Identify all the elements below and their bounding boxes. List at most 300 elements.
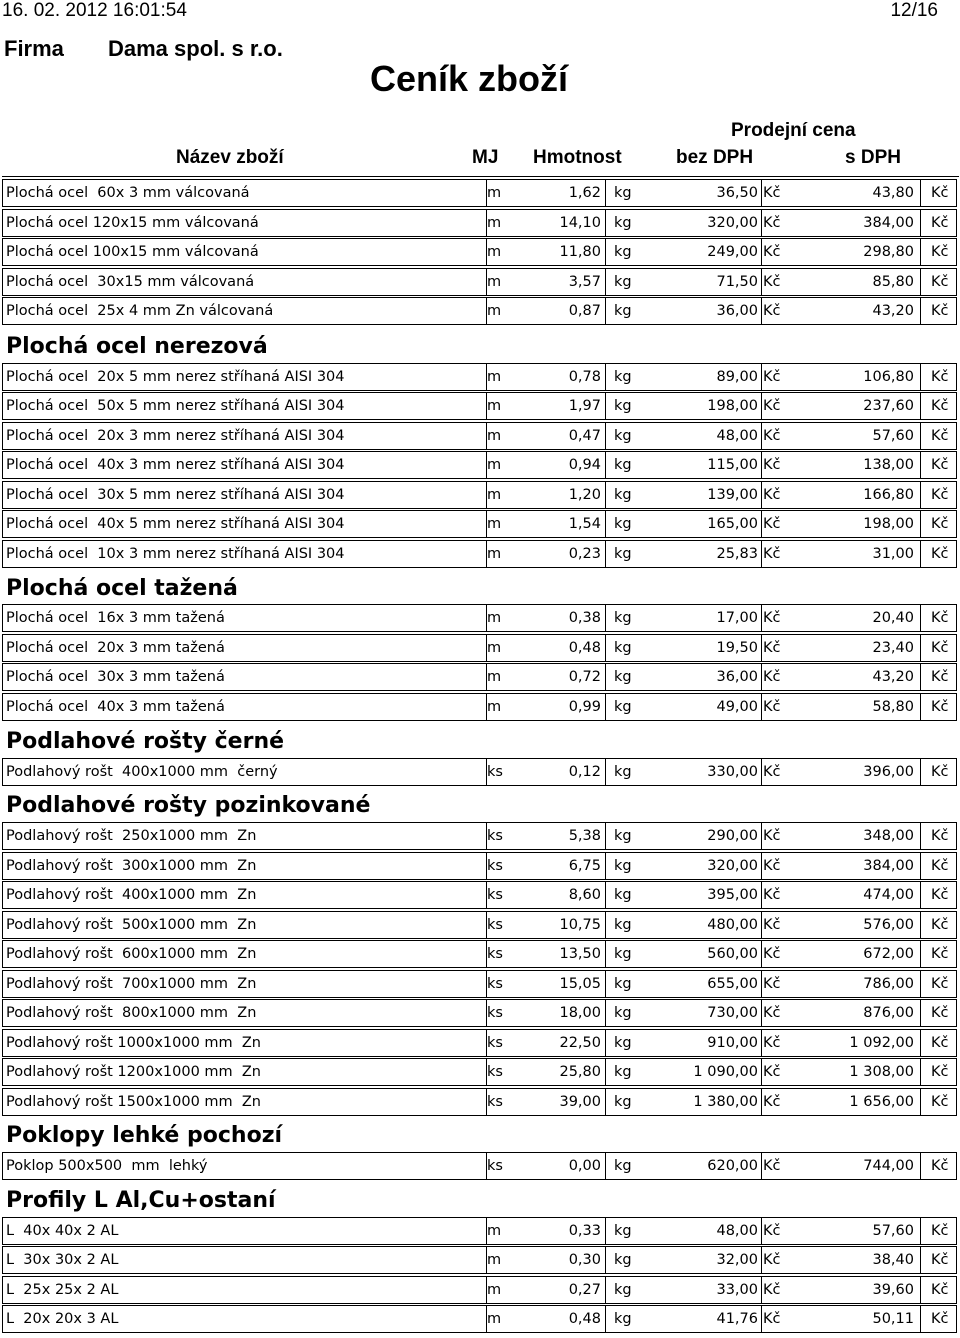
item-weight: 5,38	[568, 828, 601, 844]
item-price-with-vat: 198,00	[863, 516, 914, 532]
currency-label: Kč	[763, 1064, 781, 1080]
column-header-unit: MJ	[472, 147, 499, 168]
column-divider	[920, 882, 921, 908]
item-name: Plochá ocel 40x 5 mm nerez stříhaná AISI 304	[6, 516, 345, 532]
table-row	[2, 268, 957, 296]
item-weight: 14,10	[559, 215, 601, 231]
item-weight: 0,23	[568, 546, 601, 562]
section-heading: Plochá ocel nerezová	[6, 334, 268, 359]
item-weight-unit: kg	[614, 887, 632, 903]
item-price-without-vat: 41,76	[716, 1311, 758, 1327]
item-unit: m	[487, 457, 502, 473]
column-divider	[920, 1218, 921, 1244]
table-row	[2, 940, 957, 968]
table-row	[2, 663, 957, 691]
item-weight-unit: kg	[614, 303, 632, 319]
currency-label: Kč	[931, 669, 949, 685]
item-weight-unit: kg	[614, 1035, 632, 1051]
item-price-with-vat: 20,40	[872, 610, 914, 626]
item-weight: 0,00	[568, 1158, 601, 1174]
item-price-without-vat: 480,00	[707, 917, 758, 933]
item-unit: m	[487, 428, 502, 444]
table-row	[2, 1217, 957, 1245]
table-row	[2, 604, 957, 632]
item-name: Plochá ocel 120x15 mm válcovaná	[6, 215, 259, 231]
column-divider	[605, 635, 606, 661]
currency-label: Kč	[763, 858, 781, 874]
currency-label: Kč	[763, 487, 781, 503]
table-row	[2, 970, 957, 998]
item-unit: ks	[487, 828, 503, 844]
column-divider	[920, 823, 921, 849]
currency-label: Kč	[763, 828, 781, 844]
item-unit: m	[487, 669, 502, 685]
column-divider	[605, 239, 606, 265]
column-divider	[920, 298, 921, 324]
currency-label: Kč	[763, 369, 781, 385]
currency-label: Kč	[931, 946, 949, 962]
column-divider	[605, 511, 606, 537]
item-price-without-vat: 165,00	[707, 516, 758, 532]
item-weight: 0,30	[568, 1252, 601, 1268]
item-price-with-vat: 1 092,00	[849, 1035, 914, 1051]
column-divider	[761, 635, 762, 661]
item-weight: 0,94	[568, 457, 601, 473]
column-divider	[920, 511, 921, 537]
column-divider	[761, 298, 762, 324]
item-unit: m	[487, 1282, 502, 1298]
currency-label: Kč	[763, 1282, 781, 1298]
currency-label: Kč	[931, 487, 949, 503]
item-weight: 1,20	[568, 487, 601, 503]
column-divider	[920, 1030, 921, 1056]
item-name: Plochá ocel 25x 4 mm Zn válcovaná	[6, 303, 274, 319]
item-price-with-vat: 57,60	[872, 1223, 914, 1239]
table-row	[2, 881, 957, 909]
currency-label: Kč	[931, 1035, 949, 1051]
currency-label: Kč	[931, 274, 949, 290]
item-name: Podlahový rošt 400x1000 mm černý	[6, 764, 278, 780]
column-divider	[761, 759, 762, 785]
currency-label: Kč	[763, 1311, 781, 1327]
column-divider	[605, 971, 606, 997]
item-unit: m	[487, 1252, 502, 1268]
column-divider	[761, 664, 762, 690]
item-price-with-vat: 237,60	[863, 398, 914, 414]
column-header-with-vat: s DPH	[845, 147, 901, 168]
item-weight-unit: kg	[614, 244, 632, 260]
item-name: L 40x 40x 2 AL	[6, 1223, 119, 1239]
currency-label: Kč	[763, 185, 781, 201]
item-name: Plochá ocel 16x 3 mm tažená	[6, 610, 225, 626]
item-unit: m	[487, 487, 502, 503]
item-price-without-vat: 32,00	[716, 1252, 758, 1268]
column-divider	[920, 364, 921, 390]
column-divider	[920, 210, 921, 236]
item-weight-unit: kg	[614, 1158, 632, 1174]
table-row	[2, 852, 957, 880]
column-divider	[920, 180, 921, 206]
item-weight-unit: kg	[614, 1223, 632, 1239]
currency-label: Kč	[931, 215, 949, 231]
page-number: 12/16	[890, 0, 938, 21]
item-weight-unit: kg	[614, 946, 632, 962]
currency-label: Kč	[763, 274, 781, 290]
item-price-without-vat: 910,00	[707, 1035, 758, 1051]
currency-label: Kč	[763, 1035, 781, 1051]
item-price-with-vat: 348,00	[863, 828, 914, 844]
item-weight-unit: kg	[614, 610, 632, 626]
item-price-without-vat: 198,00	[707, 398, 758, 414]
item-unit: m	[487, 546, 502, 562]
item-weight-unit: kg	[614, 546, 632, 562]
section-heading: Poklopy lehké pochozí	[6, 1123, 283, 1148]
currency-label: Kč	[931, 1311, 949, 1327]
item-name: Podlahový rošt 1000x1000 mm Zn	[6, 1035, 261, 1051]
item-weight-unit: kg	[614, 917, 632, 933]
column-divider	[920, 482, 921, 508]
item-weight: 0,48	[568, 640, 601, 656]
column-divider	[761, 1000, 762, 1026]
item-name: Podlahový rošt 250x1000 mm Zn	[6, 828, 257, 844]
item-unit: ks	[487, 1064, 503, 1080]
currency-label: Kč	[931, 428, 949, 444]
column-divider	[920, 1153, 921, 1179]
currency-label: Kč	[763, 546, 781, 562]
item-weight: 0,33	[568, 1223, 601, 1239]
item-weight-unit: kg	[614, 976, 632, 992]
column-divider	[605, 912, 606, 938]
item-price-with-vat: 58,80	[872, 699, 914, 715]
item-weight: 0,99	[568, 699, 601, 715]
item-weight: 10,75	[559, 917, 601, 933]
column-divider	[761, 511, 762, 537]
column-divider	[920, 239, 921, 265]
column-divider	[605, 452, 606, 478]
table-row	[2, 1029, 957, 1057]
currency-label: Kč	[763, 764, 781, 780]
item-unit: m	[487, 699, 502, 715]
column-divider	[761, 1059, 762, 1085]
item-weight: 6,75	[568, 858, 601, 874]
item-name: Plochá ocel 10x 3 mm nerez stříhaná AISI 304	[6, 546, 345, 562]
column-divider	[920, 853, 921, 879]
column-divider	[761, 941, 762, 967]
currency-label: Kč	[931, 887, 949, 903]
item-name: Podlahový rošt 400x1000 mm Zn	[6, 887, 257, 903]
item-name: L 20x 20x 3 AL	[6, 1311, 119, 1327]
item-price-without-vat: 1 090,00	[693, 1064, 758, 1080]
item-name: Podlahový rošt 300x1000 mm Zn	[6, 858, 257, 874]
column-divider	[920, 1000, 921, 1026]
table-row	[2, 1058, 957, 1086]
currency-label: Kč	[763, 1158, 781, 1174]
item-price-with-vat: 786,00	[863, 976, 914, 992]
column-divider	[920, 694, 921, 720]
item-weight-unit: kg	[614, 1282, 632, 1298]
column-divider	[761, 1218, 762, 1244]
column-divider	[605, 605, 606, 631]
item-price-with-vat: 138,00	[863, 457, 914, 473]
item-weight-unit: kg	[614, 398, 632, 414]
table-row	[2, 540, 957, 568]
column-divider	[605, 823, 606, 849]
item-weight-unit: kg	[614, 764, 632, 780]
item-unit: ks	[487, 917, 503, 933]
currency-label: Kč	[931, 1223, 949, 1239]
item-name: L 30x 30x 2 AL	[6, 1252, 119, 1268]
item-name: Podlahový rošt 800x1000 mm Zn	[6, 1005, 257, 1021]
column-header-without-vat: bez DPH	[676, 147, 754, 168]
item-weight-unit: kg	[614, 1064, 632, 1080]
item-price-with-vat: 43,80	[872, 185, 914, 201]
column-divider	[761, 853, 762, 879]
item-unit: m	[487, 610, 502, 626]
item-price-with-vat: 474,00	[863, 887, 914, 903]
page-title: Ceník zboží	[370, 58, 569, 99]
item-price-without-vat: 71,50	[716, 274, 758, 290]
item-weight-unit: kg	[614, 215, 632, 231]
item-name: Plochá ocel 50x 5 mm nerez stříhaná AISI 304	[6, 398, 345, 414]
item-weight: 1,54	[568, 516, 601, 532]
column-divider	[605, 1306, 606, 1332]
column-divider	[605, 694, 606, 720]
table-row	[2, 1088, 957, 1116]
item-weight: 3,57	[568, 274, 601, 290]
item-unit: m	[487, 274, 502, 290]
item-price-with-vat: 57,60	[872, 428, 914, 444]
item-weight: 0,87	[568, 303, 601, 319]
table-row	[2, 1305, 957, 1333]
column-divider	[920, 635, 921, 661]
column-divider	[920, 423, 921, 449]
column-divider	[761, 482, 762, 508]
currency-label: Kč	[931, 764, 949, 780]
column-divider	[761, 1247, 762, 1273]
item-weight: 0,38	[568, 610, 601, 626]
item-price-with-vat: 1 308,00	[849, 1064, 914, 1080]
table-row	[2, 451, 957, 479]
column-divider	[761, 1030, 762, 1056]
item-weight-unit: kg	[614, 1094, 632, 1110]
item-weight-unit: kg	[614, 858, 632, 874]
currency-label: Kč	[931, 858, 949, 874]
currency-label: Kč	[931, 828, 949, 844]
item-unit: ks	[487, 1094, 503, 1110]
item-weight: 22,50	[559, 1035, 601, 1051]
currency-label: Kč	[931, 398, 949, 414]
item-unit: ks	[487, 976, 503, 992]
item-price-without-vat: 33,00	[716, 1282, 758, 1298]
item-weight-unit: kg	[614, 457, 632, 473]
currency-label: Kč	[763, 1252, 781, 1268]
currency-label: Kč	[763, 917, 781, 933]
column-divider	[605, 664, 606, 690]
currency-label: Kč	[931, 1158, 949, 1174]
item-unit: m	[487, 185, 502, 201]
currency-label: Kč	[763, 699, 781, 715]
currency-label: Kč	[763, 1005, 781, 1021]
item-weight: 0,27	[568, 1282, 601, 1298]
table-row	[2, 634, 957, 662]
item-unit: m	[487, 640, 502, 656]
column-divider	[920, 605, 921, 631]
table-row	[2, 481, 957, 509]
item-price-with-vat: 39,60	[872, 1282, 914, 1298]
item-price-with-vat: 384,00	[863, 858, 914, 874]
item-price-without-vat: 249,00	[707, 244, 758, 260]
header-divider	[2, 176, 959, 177]
table-row	[2, 999, 957, 1027]
item-price-without-vat: 290,00	[707, 828, 758, 844]
item-price-without-vat: 560,00	[707, 946, 758, 962]
item-weight-unit: kg	[614, 516, 632, 532]
item-price-without-vat: 25,83	[716, 546, 758, 562]
item-name: Plochá ocel 60x 3 mm válcovaná	[6, 185, 250, 201]
table-row	[2, 1276, 957, 1304]
item-price-without-vat: 655,00	[707, 976, 758, 992]
column-divider	[920, 1306, 921, 1332]
column-divider	[761, 912, 762, 938]
item-price-without-vat: 36,00	[716, 303, 758, 319]
item-weight: 25,80	[559, 1064, 601, 1080]
column-header-name: Název zboží	[176, 147, 284, 168]
column-divider	[605, 941, 606, 967]
item-weight: 1,97	[568, 398, 601, 414]
table-row	[2, 510, 957, 538]
item-price-without-vat: 48,00	[716, 1223, 758, 1239]
column-divider	[920, 664, 921, 690]
table-row	[2, 392, 957, 420]
table-row	[2, 911, 957, 939]
currency-label: Kč	[931, 1005, 949, 1021]
item-price-with-vat: 672,00	[863, 946, 914, 962]
item-unit: ks	[487, 1158, 503, 1174]
column-divider	[920, 541, 921, 567]
item-weight: 0,78	[568, 369, 601, 385]
currency-label: Kč	[763, 946, 781, 962]
item-name: Plochá ocel 100x15 mm válcovaná	[6, 244, 259, 260]
column-divider	[920, 912, 921, 938]
item-weight: 8,60	[568, 887, 601, 903]
column-divider	[761, 364, 762, 390]
item-price-without-vat: 115,00	[707, 457, 758, 473]
currency-label: Kč	[931, 640, 949, 656]
column-divider	[605, 853, 606, 879]
firma-name: Dama spol. s r.o.	[108, 36, 283, 61]
table-row	[2, 822, 957, 850]
column-divider	[761, 423, 762, 449]
item-price-with-vat: 744,00	[863, 1158, 914, 1174]
item-price-with-vat: 43,20	[872, 669, 914, 685]
item-name: Podlahový rošt 1200x1000 mm Zn	[6, 1064, 261, 1080]
item-name: Plochá ocel 20x 3 mm nerez stříhaná AISI 304	[6, 428, 345, 444]
item-unit: ks	[487, 1035, 503, 1051]
item-price-without-vat: 19,50	[716, 640, 758, 656]
table-row	[2, 363, 957, 391]
item-price-without-vat: 48,00	[716, 428, 758, 444]
item-price-without-vat: 89,00	[716, 369, 758, 385]
table-row	[2, 238, 957, 266]
currency-label: Kč	[931, 369, 949, 385]
item-name: Plochá ocel 20x 3 mm tažená	[6, 640, 225, 656]
currency-label: Kč	[931, 699, 949, 715]
table-row	[2, 1246, 957, 1274]
column-divider	[761, 541, 762, 567]
column-divider	[920, 1247, 921, 1273]
item-weight-unit: kg	[614, 1311, 632, 1327]
column-divider	[605, 1059, 606, 1085]
item-name: Podlahový rošt 1500x1000 mm Zn	[6, 1094, 261, 1110]
currency-label: Kč	[763, 244, 781, 260]
currency-label: Kč	[763, 516, 781, 532]
column-divider	[761, 180, 762, 206]
section-heading: Plochá ocel tažená	[6, 576, 238, 601]
table-row	[2, 422, 957, 450]
section-heading: Podlahové rošty pozinkované	[6, 793, 371, 818]
column-divider	[761, 1306, 762, 1332]
currency-label: Kč	[931, 185, 949, 201]
item-unit: ks	[487, 764, 503, 780]
item-name: Plochá ocel 40x 3 mm tažená	[6, 699, 225, 715]
column-divider	[761, 452, 762, 478]
column-header-sale-price: Prodejní cena	[731, 120, 856, 141]
currency-label: Kč	[763, 428, 781, 444]
item-weight: 15,05	[559, 976, 601, 992]
currency-label: Kč	[763, 1094, 781, 1110]
column-divider	[761, 694, 762, 720]
item-weight-unit: kg	[614, 669, 632, 685]
item-name: Plochá ocel 30x15 mm válcovaná	[6, 274, 255, 290]
item-price-without-vat: 49,00	[716, 699, 758, 715]
column-divider	[605, 423, 606, 449]
item-weight: 11,80	[559, 244, 601, 260]
item-unit: ks	[487, 887, 503, 903]
currency-label: Kč	[931, 303, 949, 319]
column-divider	[605, 1218, 606, 1244]
item-weight-unit: kg	[614, 1005, 632, 1021]
column-divider	[761, 605, 762, 631]
item-weight: 18,00	[559, 1005, 601, 1021]
item-price-with-vat: 85,80	[872, 274, 914, 290]
item-price-with-vat: 38,40	[872, 1252, 914, 1268]
currency-label: Kč	[763, 610, 781, 626]
column-divider	[605, 393, 606, 419]
item-unit: m	[487, 516, 502, 532]
print-datetime: 16. 02. 2012 16:01:54	[2, 0, 187, 21]
section-heading: Profily L Al,Cu+ostaní	[6, 1188, 276, 1213]
column-divider	[920, 452, 921, 478]
item-name: Plochá ocel 20x 5 mm nerez stříhaná AISI 304	[6, 369, 345, 385]
column-divider	[605, 1030, 606, 1056]
item-weight-unit: kg	[614, 428, 632, 444]
item-price-without-vat: 320,00	[707, 215, 758, 231]
column-divider	[605, 1153, 606, 1179]
item-price-with-vat: 384,00	[863, 215, 914, 231]
item-price-with-vat: 166,80	[863, 487, 914, 503]
item-price-with-vat: 50,11	[872, 1311, 914, 1327]
currency-label: Kč	[931, 1094, 949, 1110]
currency-label: Kč	[931, 917, 949, 933]
currency-label: Kč	[763, 457, 781, 473]
column-divider	[761, 823, 762, 849]
item-name: Poklop 500x500 mm lehký	[6, 1158, 208, 1174]
item-weight-unit: kg	[614, 487, 632, 503]
item-unit: m	[487, 1311, 502, 1327]
item-weight: 39,00	[559, 1094, 601, 1110]
item-price-without-vat: 320,00	[707, 858, 758, 874]
item-weight-unit: kg	[614, 369, 632, 385]
